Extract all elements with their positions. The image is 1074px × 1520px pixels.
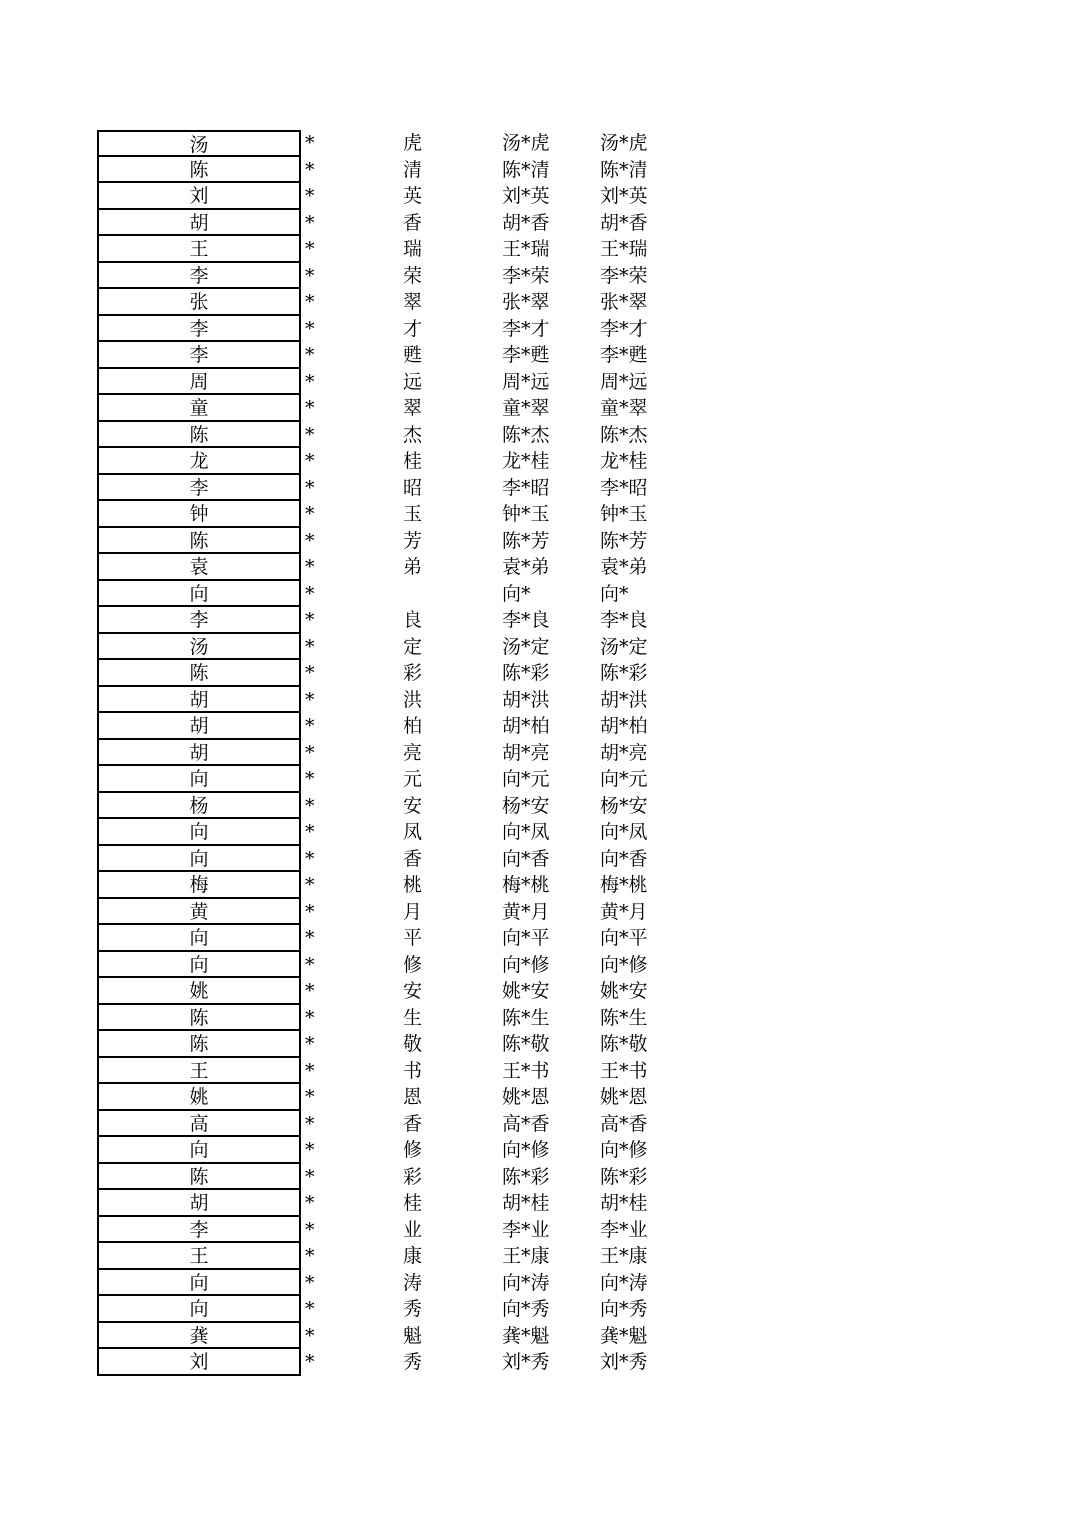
masked-name-cell[interactable]: 向*凤	[502, 821, 550, 843]
mask-star-cell[interactable]: *	[305, 980, 315, 1002]
mask-star-cell[interactable]: *	[305, 715, 315, 737]
mask-star-cell[interactable]: *	[305, 847, 315, 870]
given-name-cell[interactable]: 芳	[403, 529, 423, 552]
mask-star-cell[interactable]: *	[305, 1245, 315, 1267]
given-name-cell[interactable]: 弟	[403, 556, 423, 578]
mask-star-cell[interactable]: *	[305, 291, 315, 313]
masked-name-copy-cell[interactable]: 李*业	[600, 1218, 648, 1241]
masked-name-cell[interactable]: 刘*秀	[502, 1351, 550, 1373]
mask-star-cell[interactable]: *	[305, 794, 315, 817]
surname-cell[interactable]: 李	[97, 1217, 301, 1244]
masked-name-cell[interactable]: 李*荣	[502, 264, 550, 287]
mask-star-cell[interactable]: *	[305, 476, 315, 499]
mask-star-cell[interactable]: *	[305, 264, 315, 287]
table-row	[97, 395, 697, 422]
table-row	[97, 740, 697, 767]
mask-star-cell[interactable]: *	[305, 821, 315, 843]
given-name-cell[interactable]: 月	[403, 900, 423, 923]
mask-star-cell[interactable]: *	[305, 953, 315, 976]
masked-name-copy-cell[interactable]: 童*翠	[600, 397, 648, 419]
given-name-cell[interactable]: 柏	[403, 715, 423, 737]
given-name-cell[interactable]: 生	[403, 1006, 423, 1029]
given-name-cell[interactable]: 安	[403, 980, 423, 1002]
surname-cell[interactable]: 向	[97, 1270, 301, 1297]
table-row	[97, 952, 697, 979]
table-row	[97, 183, 697, 210]
mask-star-cell[interactable]: *	[305, 1033, 315, 1055]
table-row	[97, 634, 697, 661]
table-row	[97, 819, 697, 846]
table-row	[97, 448, 697, 475]
table-row	[97, 1005, 697, 1032]
given-name-cell[interactable]: 秀	[403, 1351, 423, 1373]
surname-cell[interactable]: 陈	[97, 157, 301, 184]
masked-name-copy-cell[interactable]: 李*荣	[600, 264, 648, 287]
table-row	[97, 607, 697, 634]
given-name-cell[interactable]: 安	[403, 794, 423, 817]
mask-star-cell[interactable]: *	[305, 185, 315, 207]
given-name-cell[interactable]: 桃	[403, 874, 423, 896]
table-row	[97, 660, 697, 687]
table-row	[97, 1243, 697, 1270]
mask-star-cell[interactable]: *	[305, 1112, 315, 1135]
masked-name-copy-cell[interactable]: 刘*秀	[600, 1351, 648, 1373]
given-name-cell[interactable]: 玉	[403, 503, 423, 525]
table-row	[97, 289, 697, 316]
given-name-cell[interactable]: 彩	[403, 662, 423, 684]
masked-name-copy-cell[interactable]: 陈*敬	[600, 1033, 648, 1055]
masked-name-cell[interactable]: 龙*桂	[502, 450, 550, 472]
table-row	[97, 1137, 697, 1164]
surname-cell[interactable]: 陈	[97, 1164, 301, 1191]
table-row	[97, 925, 697, 952]
surname-cell[interactable]: 袁	[97, 554, 301, 581]
mask-star-cell[interactable]: *	[305, 741, 315, 764]
masked-name-cell[interactable]: 杨*安	[502, 794, 550, 817]
mask-star-cell[interactable]: *	[305, 1324, 315, 1347]
masked-name-cell[interactable]: 汤*定	[502, 635, 550, 658]
masked-name-cell[interactable]: 陈*生	[502, 1006, 550, 1029]
masked-name-copy-cell[interactable]: 陈*彩	[600, 662, 648, 684]
masked-name-copy-cell[interactable]: 陈*彩	[600, 1165, 648, 1188]
surname-cell[interactable]: 龚	[97, 1323, 301, 1350]
table-row	[97, 316, 697, 343]
surname-cell[interactable]: 李	[97, 342, 301, 369]
surname-cell[interactable]: 姚	[97, 978, 301, 1005]
mask-star-cell[interactable]: *	[305, 768, 315, 790]
table-row	[97, 899, 697, 926]
surname-cell[interactable]: 胡	[97, 210, 301, 237]
masked-name-cell[interactable]: 黄*月	[502, 900, 550, 923]
surname-cell[interactable]: 姚	[97, 1084, 301, 1111]
masked-name-cell[interactable]: 陈*杰	[502, 423, 550, 446]
surname-cell[interactable]: 陈	[97, 1031, 301, 1058]
table-row	[97, 1111, 697, 1138]
spreadsheet	[97, 130, 697, 1376]
table-row	[97, 1031, 697, 1058]
given-name-cell[interactable]: 洪	[403, 688, 423, 711]
mask-star-cell[interactable]: *	[305, 529, 315, 552]
given-name-cell[interactable]: 修	[403, 953, 423, 976]
masked-name-copy-cell[interactable]: 刘*英	[600, 185, 648, 207]
surname-cell[interactable]: 陈	[97, 528, 301, 555]
table-row	[97, 157, 697, 184]
masked-name-cell[interactable]: 高*香	[502, 1112, 550, 1135]
mask-star-cell[interactable]: *	[305, 317, 315, 340]
table-row	[97, 130, 697, 157]
masked-name-copy-cell[interactable]: 向*修	[600, 1139, 648, 1161]
masked-name-cell[interactable]: 汤*虎	[502, 132, 550, 154]
given-name-cell[interactable]: 香	[403, 1112, 423, 1135]
surname-cell[interactable]: 杨	[97, 793, 301, 820]
masked-name-copy-cell[interactable]: 姚*安	[600, 980, 648, 1002]
masked-name-copy-cell[interactable]: 高*香	[600, 1112, 648, 1135]
given-name-cell[interactable]: 甦	[403, 344, 423, 366]
table-row	[97, 210, 697, 237]
given-name-cell[interactable]: 翠	[403, 291, 423, 313]
masked-name-cell[interactable]: 向*修	[502, 953, 550, 976]
given-name-cell[interactable]: 香	[403, 847, 423, 870]
masked-name-cell[interactable]: 陈*敬	[502, 1033, 550, 1055]
given-name-cell[interactable]: 书	[403, 1059, 423, 1082]
given-name-cell[interactable]: 修	[403, 1139, 423, 1161]
table-row	[97, 793, 697, 820]
given-name-cell[interactable]: 亮	[403, 741, 423, 764]
masked-name-cell[interactable]: 胡*香	[502, 211, 550, 234]
given-name-cell[interactable]: 才	[403, 317, 423, 340]
mask-star-cell[interactable]: *	[305, 1086, 315, 1108]
masked-name-cell[interactable]: 陈*彩	[502, 1165, 550, 1188]
masked-name-cell[interactable]: 胡*柏	[502, 715, 550, 737]
given-name-cell[interactable]: 魁	[403, 1324, 423, 1347]
table-row	[97, 872, 697, 899]
masked-name-copy-cell[interactable]: 黄*月	[600, 900, 648, 923]
surname-cell[interactable]: 向	[97, 1296, 301, 1323]
given-name-cell[interactable]: 英	[403, 185, 423, 207]
given-name-cell[interactable]: 桂	[403, 1192, 423, 1214]
masked-name-cell[interactable]: 胡*洪	[502, 688, 550, 711]
table-row	[97, 766, 697, 793]
table-row	[97, 846, 697, 873]
masked-name-cell[interactable]: 胡*亮	[502, 741, 550, 764]
surname-cell[interactable]: 陈	[97, 1005, 301, 1032]
masked-name-copy-cell[interactable]: 龙*桂	[600, 450, 648, 472]
masked-name-copy-cell[interactable]: 胡*柏	[600, 715, 648, 737]
mask-star-cell[interactable]: *	[305, 1139, 315, 1161]
masked-name-copy-cell[interactable]: 陈*生	[600, 1006, 648, 1029]
given-name-cell[interactable]: 荣	[403, 264, 423, 287]
mask-star-cell[interactable]: *	[305, 900, 315, 923]
masked-name-copy-cell[interactable]: 胡*亮	[600, 741, 648, 764]
given-name-cell[interactable]: 杰	[403, 423, 423, 446]
surname-cell[interactable]: 李	[97, 475, 301, 502]
mask-star-cell[interactable]: *	[305, 1059, 315, 1082]
masked-name-cell[interactable]: 陈*彩	[502, 662, 550, 684]
masked-name-copy-cell[interactable]: 胡*香	[600, 211, 648, 234]
table-row	[97, 236, 697, 263]
masked-name-copy-cell[interactable]: 陈*芳	[600, 529, 648, 552]
mask-star-cell[interactable]: *	[305, 874, 315, 896]
given-name-cell[interactable]: 瑞	[403, 238, 423, 260]
masked-name-copy-cell[interactable]: 李*昭	[600, 476, 648, 499]
masked-name-cell[interactable]: 向*香	[502, 847, 550, 870]
masked-name-cell[interactable]: 向*涛	[502, 1271, 550, 1294]
masked-name-cell[interactable]: 钟*玉	[502, 503, 550, 525]
masked-name-cell[interactable]: 向*平	[502, 927, 550, 949]
masked-name-cell[interactable]: 向*元	[502, 768, 550, 790]
surname-cell[interactable]: 李	[97, 607, 301, 634]
given-name-cell[interactable]: 涛	[403, 1271, 423, 1294]
masked-name-cell[interactable]: 王*书	[502, 1059, 550, 1082]
table-row	[97, 1164, 697, 1191]
given-name-cell[interactable]: 恩	[403, 1086, 423, 1108]
given-name-cell[interactable]: 良	[403, 609, 423, 631]
mask-star-cell[interactable]: *	[305, 344, 315, 366]
table-row	[97, 369, 697, 396]
surname-cell[interactable]: 龙	[97, 448, 301, 475]
masked-name-cell[interactable]: 刘*英	[502, 185, 550, 207]
surname-cell[interactable]: 黄	[97, 899, 301, 926]
mask-star-cell[interactable]: *	[305, 238, 315, 260]
masked-name-cell[interactable]: 袁*弟	[502, 556, 550, 578]
masked-name-copy-cell[interactable]: 龚*魁	[600, 1324, 648, 1347]
surname-cell[interactable]: 汤	[97, 130, 301, 157]
given-name-cell[interactable]: 虎	[403, 132, 423, 154]
surname-cell[interactable]: 刘	[97, 183, 301, 210]
masked-name-copy-cell[interactable]: 李*甦	[600, 344, 648, 366]
surname-cell[interactable]: 王	[97, 236, 301, 263]
given-name-cell[interactable]: 远	[403, 370, 423, 393]
surname-cell[interactable]: 高	[97, 1111, 301, 1138]
surname-cell[interactable]: 梅	[97, 872, 301, 899]
table-row	[97, 1270, 697, 1297]
masked-name-copy-cell[interactable]: 袁*弟	[600, 556, 648, 578]
surname-cell[interactable]: 向	[97, 766, 301, 793]
surname-cell[interactable]: 王	[97, 1243, 301, 1270]
table-row	[97, 554, 697, 581]
table-row	[97, 978, 697, 1005]
mask-star-cell[interactable]: *	[305, 1218, 315, 1241]
mask-star-cell[interactable]: *	[305, 158, 315, 181]
surname-cell[interactable]: 王	[97, 1058, 301, 1085]
masked-name-cell[interactable]: 胡*桂	[502, 1192, 550, 1214]
mask-star-cell[interactable]: *	[305, 635, 315, 658]
masked-name-cell[interactable]: 童*翠	[502, 397, 550, 419]
masked-name-cell[interactable]: 陈*清	[502, 158, 550, 181]
mask-star-cell[interactable]: *	[305, 688, 315, 711]
given-name-cell[interactable]: 定	[403, 635, 423, 658]
masked-name-copy-cell[interactable]: 梅*桃	[600, 874, 648, 896]
mask-star-cell[interactable]: *	[305, 503, 315, 525]
given-name-cell[interactable]: 彩	[403, 1165, 423, 1188]
masked-name-copy-cell[interactable]: 周*远	[600, 370, 648, 393]
masked-name-copy-cell[interactable]: 胡*洪	[600, 688, 648, 711]
masked-name-copy-cell[interactable]: 张*翠	[600, 291, 648, 313]
table-row	[97, 713, 697, 740]
mask-star-cell[interactable]: *	[305, 1351, 315, 1373]
masked-name-copy-cell[interactable]: 李*才	[600, 317, 648, 340]
surname-cell[interactable]: 胡	[97, 1190, 301, 1217]
mask-star-cell[interactable]: *	[305, 609, 315, 631]
given-name-cell[interactable]: 敬	[403, 1033, 423, 1055]
masked-name-copy-cell[interactable]: 陈*杰	[600, 423, 648, 446]
mask-star-cell[interactable]: *	[305, 211, 315, 234]
masked-name-copy-cell[interactable]: 汤*定	[600, 635, 648, 658]
masked-name-copy-cell[interactable]: 陈*清	[600, 158, 648, 181]
masked-name-cell[interactable]: 李*才	[502, 317, 550, 340]
given-name-cell[interactable]: 凤	[403, 821, 423, 843]
masked-name-cell[interactable]: 李*甦	[502, 344, 550, 366]
masked-name-copy-cell[interactable]: 钟*玉	[600, 503, 648, 525]
surname-cell[interactable]: 刘	[97, 1349, 301, 1376]
mask-star-cell[interactable]: *	[305, 582, 315, 605]
given-name-cell[interactable]: 桂	[403, 450, 423, 472]
given-name-cell[interactable]: 元	[403, 768, 423, 790]
table-row	[97, 1217, 697, 1244]
given-name-cell[interactable]: 业	[403, 1218, 423, 1241]
surname-cell[interactable]: 陈	[97, 422, 301, 449]
masked-name-cell[interactable]: 向*秀	[502, 1298, 550, 1320]
table-row	[97, 1190, 697, 1217]
masked-name-cell[interactable]: 陈*芳	[502, 529, 550, 552]
surname-cell[interactable]: 李	[97, 263, 301, 290]
masked-name-copy-cell[interactable]: 向*秀	[600, 1298, 648, 1320]
mask-star-cell[interactable]: *	[305, 556, 315, 578]
masked-name-copy-cell[interactable]: 杨*安	[600, 794, 648, 817]
masked-name-copy-cell[interactable]: 向*香	[600, 847, 648, 870]
masked-name-cell[interactable]: 王*康	[502, 1245, 550, 1267]
mask-star-cell[interactable]: *	[305, 1271, 315, 1294]
table-row	[97, 475, 697, 502]
masked-name-copy-cell[interactable]: 姚*恩	[600, 1086, 648, 1108]
table-row	[97, 1323, 697, 1350]
masked-name-copy-cell[interactable]: 李*良	[600, 609, 648, 631]
surname-cell[interactable]: 汤	[97, 634, 301, 661]
mask-star-cell[interactable]: *	[305, 397, 315, 419]
surname-cell[interactable]: 周	[97, 369, 301, 396]
surname-cell[interactable]: 胡	[97, 740, 301, 767]
mask-star-cell[interactable]: *	[305, 1006, 315, 1029]
surname-cell[interactable]: 胡	[97, 687, 301, 714]
masked-name-copy-cell[interactable]: 向*元	[600, 768, 648, 790]
masked-name-cell[interactable]: 梅*桃	[502, 874, 550, 896]
masked-name-cell[interactable]: 王*瑞	[502, 238, 550, 260]
table-row	[97, 528, 697, 555]
given-name-cell[interactable]: 清	[403, 158, 423, 181]
surname-cell[interactable]: 向	[97, 925, 301, 952]
masked-name-cell[interactable]: 李*业	[502, 1218, 550, 1241]
masked-name-cell[interactable]: 周*远	[502, 370, 550, 393]
surname-cell[interactable]: 向	[97, 581, 301, 608]
mask-star-cell[interactable]: *	[305, 1165, 315, 1188]
given-name-cell[interactable]: 香	[403, 211, 423, 234]
surname-cell[interactable]: 胡	[97, 713, 301, 740]
masked-name-cell[interactable]: 龚*魁	[502, 1324, 550, 1347]
masked-name-copy-cell[interactable]: 王*康	[600, 1245, 648, 1267]
masked-name-cell[interactable]: 姚*恩	[502, 1086, 550, 1108]
table-row	[97, 1084, 697, 1111]
surname-cell[interactable]: 张	[97, 289, 301, 316]
surname-cell[interactable]: 童	[97, 395, 301, 422]
masked-name-cell[interactable]: 向*	[502, 582, 531, 605]
table-row	[97, 581, 697, 608]
given-name-cell[interactable]: 翠	[403, 397, 423, 419]
given-name-cell[interactable]: 昭	[403, 476, 423, 499]
mask-star-cell[interactable]: *	[305, 132, 315, 154]
surname-cell[interactable]: 向	[97, 846, 301, 873]
surname-cell[interactable]: 向	[97, 819, 301, 846]
table-row	[97, 1058, 697, 1085]
surname-cell[interactable]: 钟	[97, 501, 301, 528]
masked-name-cell[interactable]: 向*修	[502, 1139, 550, 1161]
mask-star-cell[interactable]: *	[305, 423, 315, 446]
mask-star-cell[interactable]: *	[305, 450, 315, 472]
surname-cell[interactable]: 陈	[97, 660, 301, 687]
given-name-cell[interactable]: 秀	[403, 1298, 423, 1320]
masked-name-cell[interactable]: 姚*安	[502, 980, 550, 1002]
table-row	[97, 263, 697, 290]
given-name-cell[interactable]: 康	[403, 1245, 423, 1267]
table-row	[97, 342, 697, 369]
masked-name-copy-cell[interactable]: 向*修	[600, 953, 648, 976]
table-row	[97, 422, 697, 449]
masked-name-copy-cell[interactable]: 汤*虎	[600, 132, 648, 154]
mask-star-cell[interactable]: *	[305, 1192, 315, 1214]
surname-cell[interactable]: 向	[97, 952, 301, 979]
table-row	[97, 501, 697, 528]
masked-name-copy-cell[interactable]: 王*书	[600, 1059, 648, 1082]
surname-cell[interactable]: 李	[97, 316, 301, 343]
table-row	[97, 1296, 697, 1323]
mask-star-cell[interactable]: *	[305, 370, 315, 393]
table-row	[97, 687, 697, 714]
masked-name-cell[interactable]: 张*翠	[502, 291, 550, 313]
table-row	[97, 1349, 697, 1376]
masked-name-copy-cell[interactable]: 胡*桂	[600, 1192, 648, 1214]
masked-name-copy-cell[interactable]: 向*	[600, 582, 629, 605]
masked-name-copy-cell[interactable]: 向*凤	[600, 821, 648, 843]
masked-name-copy-cell[interactable]: 王*瑞	[600, 238, 648, 260]
mask-star-cell[interactable]: *	[305, 1298, 315, 1320]
masked-name-cell[interactable]: 李*良	[502, 609, 550, 631]
mask-star-cell[interactable]: *	[305, 662, 315, 684]
mask-star-cell[interactable]: *	[305, 927, 315, 949]
masked-name-copy-cell[interactable]: 向*涛	[600, 1271, 648, 1294]
given-name-cell[interactable]: 平	[403, 927, 423, 949]
masked-name-copy-cell[interactable]: 向*平	[600, 927, 648, 949]
surname-cell[interactable]: 向	[97, 1137, 301, 1164]
masked-name-cell[interactable]: 李*昭	[502, 476, 550, 499]
